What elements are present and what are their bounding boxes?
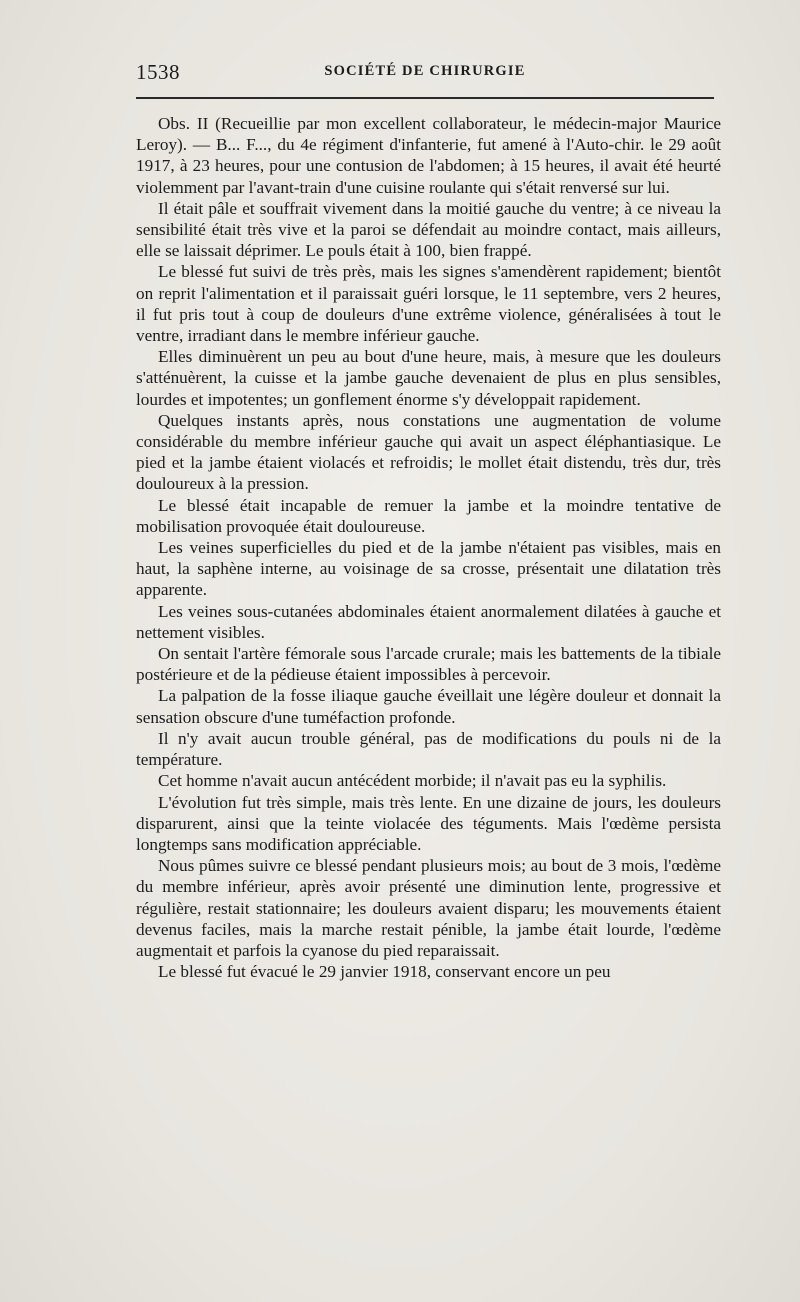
page-header	[136, 58, 714, 86]
paragraph-pale: Il était pâle et souffrait vivement dans la moitié gauche du ventre; à ce niveau la sensibilité était très vive et la paroi se défendait au moindre contact, mais ailleurs, elle se laissait déprimer. Le pouls était à 100, bien frappé.	[136, 198, 721, 261]
page-number: 1538	[136, 60, 180, 84]
paragraph-volume: Quelques instants après, nous constations une augmentation de volume considérable du membre inférieur gauche qui avait un aspect éléphantiasique. Le pied et la jambe étaient violacés et refroidis; le mollet était distendu, très dur, très douloureux à la pression.	[136, 410, 721, 494]
running-head: SOCIÉTÉ DE CHIRURGIE	[324, 63, 526, 79]
paragraph-abdominal-veins: Les veines sous-cutanées abdominales étaient anormalement dilatées à gauche et nettement visibles.	[136, 601, 721, 642]
body-text	[136, 113, 721, 982]
paragraph-palpation: La palpation de la fosse iliaque gauche éveillait une légère douleur et donnait la sensation obscure d'une tuméfaction profonde.	[136, 686, 721, 727]
paragraph-obs-intro: Obs. II (Recueillie par mon excellent collaborateur, le médecin-major Maurice Leroy). — B... F..., du 4e régiment d'infanterie, fut amené à l'Auto-chir. le 29 août 1917, à 23 heures, pour une contusion de l'abdomen; à 15 heures, il avait été heurté violemment par l'avant-train d'une cuisine roulante qui s'était renversé sur lui.	[136, 114, 721, 197]
paragraph-unable: Le blessé était incapable de remuer la jambe et la moindre tentative de mobilisation provoquée était douloureuse.	[136, 495, 721, 536]
paragraph-evolution: L'évolution fut très simple, mais très lente. En une dizaine de jours, les douleurs disparurent, ainsi que la teinte violacée des téguments. Mais l'œdème persista longtemps sans modification appréciable.	[136, 792, 721, 854]
paragraph-pain-decrease: Elles diminuèrent un peu au bout d'une heure, mais, à mesure que les douleurs s'atténuèrent, la cuisse et la jambe gauche devenaient de plus en plus sensibles, lourdes et impotentes; un gonflement énorme s'y développait rapidement.	[136, 347, 721, 409]
paragraph-general: Il n'y avait aucun trouble général, pas de modifications du pouls ni de la température.	[136, 728, 721, 770]
paragraph-history: Cet homme n'avait aucun antécédent morbide; il n'avait pas eu la syphilis.	[158, 771, 667, 791]
paragraph-evacuated: Le blessé fut évacué le 29 janvier 1918, conservant encore un peu	[158, 962, 611, 982]
paragraph-follow-up: Nous pûmes suivre ce blessé pendant plusieurs mois; au bout de 3 mois, l'œdème du membre inférieur, après avoir présenté une diminution lente, progressive et régulière, restait stationnaire; les douleurs avaient disparu; les mouvements étaient devenus faciles, mais la marche restait pénible, la jambe était lourde, l'œdème augmentait et parfois la cyanose du pied reparaissait.	[136, 856, 721, 960]
header-rule	[136, 97, 714, 99]
paragraph-superficial-veins: Les veines superficielles du pied et de la jambe n'étaient pas visibles, mais en haut, la saphène interne, au voisinage de sa crosse, présentait une dilatation très apparente.	[136, 538, 721, 600]
paragraph-femoral-artery: On sentait l'artère fémorale sous l'arcade crurale; mais les battements de la tibiale postérieure et de la pédieuse étaient impossibles à percevoir.	[136, 644, 721, 685]
paragraph-followed: Le blessé fut suivi de très près, mais les signes s'amendèrent rapidement; bientôt on reprit l'alimentation et il paraissait guéri lorsque, le 11 septembre, vers 2 heures, il fut pris tout à coup de douleurs d'une extrême violence, généralisées à tout le ventre, irradiant dans le membre inférieur gauche.	[136, 262, 721, 346]
